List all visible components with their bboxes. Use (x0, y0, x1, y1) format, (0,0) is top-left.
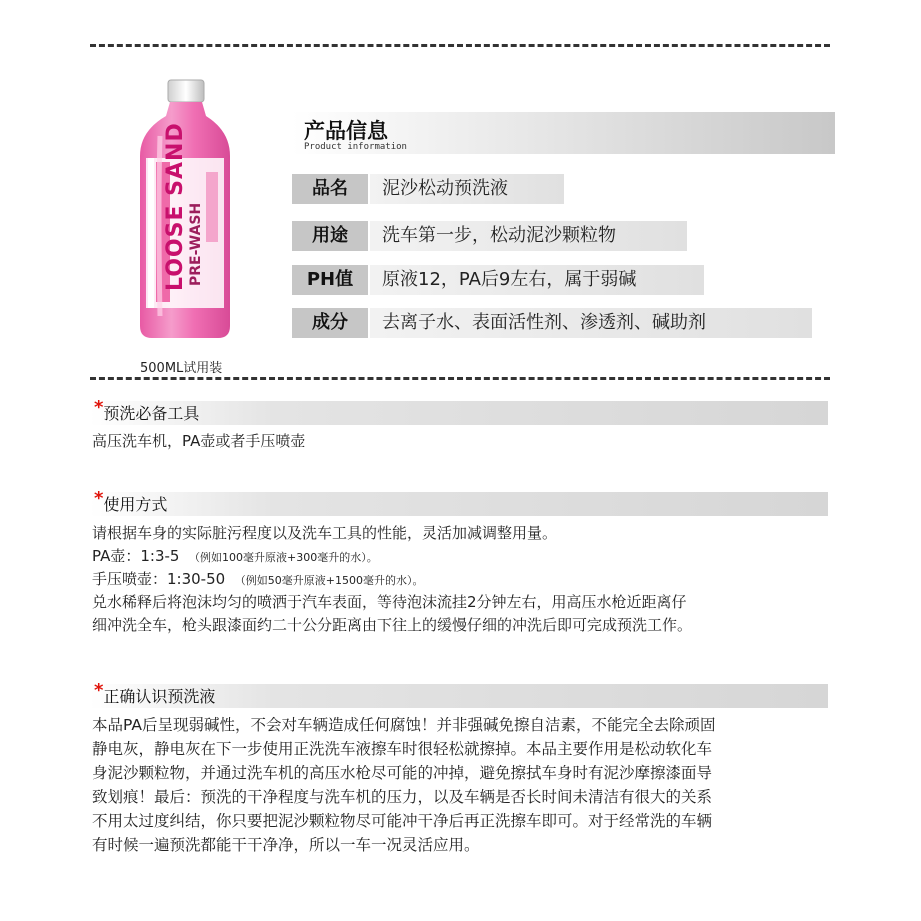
paragraph-line: 高压洗车机，PA壶或者手压喷壶 (92, 432, 306, 450)
paragraph-line: 本品PA后呈现弱碱性，不会对车辆造成任何腐蚀！并非强碱免擦自洁素，不能完全去除顽固 (92, 716, 716, 734)
section-knowledge-body (92, 713, 832, 857)
paragraph-line: 身泥沙颗粒物，并通过洗车机的高压水枪尽可能的冲掉，避免擦拭车身时有泥沙摩擦漆面导 (92, 764, 713, 782)
section-usage-title: *使用方式 (94, 488, 168, 514)
top-divider (90, 44, 830, 47)
ratio-pa: PA壶：1:3-5 （例如100毫升原液+300毫升的水）。 (92, 547, 378, 565)
bottle-label-sub: PRE-WASH (188, 202, 204, 286)
info-row-label: 成分 (292, 308, 368, 338)
ratio-hand-sprayer: 手压喷壶：1:30-50 （例如50毫升原液+1500毫升的水）。 (92, 570, 424, 588)
section-tools-bar (90, 397, 828, 425)
section-tools-title: *预洗必备工具 (94, 397, 200, 423)
info-row-value: 原液12，PA后9左右，属于弱碱 (370, 265, 704, 295)
info-row-value: 泥沙松动预洗液 (370, 174, 564, 204)
bottle-label-main: LOOSE SAND (163, 122, 188, 291)
paragraph-line: 静电灰，静电灰在下一步使用正洗洗车液擦车时很轻松就擦掉。本品主要作用是松动软化车 (92, 740, 713, 758)
info-row-label: 品名 (292, 174, 368, 204)
info-row-label: 用途 (292, 221, 368, 251)
paragraph-line: 兑水稀释后将泡沫均匀的喷洒于汽车表面，等待泡沫流挂2分钟左右，用高压水枪近距离仔 (92, 593, 687, 611)
paragraph-line: 有时候一遍预洗都能干干净净，所以一车一况灵活应用。 (92, 836, 480, 854)
section-tools-body (92, 430, 832, 453)
paragraph-line: 细冲洗全车，枪头跟漆面约二十公分距离由下往上的缓慢仔细的冲洗后即可完成预洗工作。 (92, 616, 693, 634)
info-title: 产品信息 (304, 119, 388, 143)
required-star: * (94, 397, 104, 418)
section-usage-body (92, 522, 832, 637)
product-image (130, 76, 240, 346)
info-row-label: PH值 (292, 265, 368, 295)
required-star: * (94, 488, 104, 509)
paragraph-line: 请根据车身的实际脏污程度以及洗车工具的性能，灵活加减调整用量。 (92, 524, 558, 542)
product-caption: 500ML试用装 (140, 361, 223, 376)
section-knowledge-title: *正确认识预洗液 (94, 680, 216, 706)
paragraph-line: 不用太过度纠结，你只要把泥沙颗粒物尽可能冲干净后再正洗擦车即可。对于经常洗的车辆 (92, 812, 713, 830)
info-subtitle: Product information (304, 142, 407, 152)
paragraph-line: 致划痕！最后：预洗的干净程度与洗车机的压力，以及车辆是否长时间未清洁有很大的关系 (92, 788, 713, 806)
middle-divider (90, 377, 830, 380)
info-row-value: 洗车第一步，松动泥沙颗粒物 (370, 221, 687, 251)
info-row-value: 去离子水、表面活性剂、渗透剂、碱助剂 (370, 308, 812, 338)
section-usage-bar (90, 488, 828, 516)
required-star: * (94, 680, 104, 701)
